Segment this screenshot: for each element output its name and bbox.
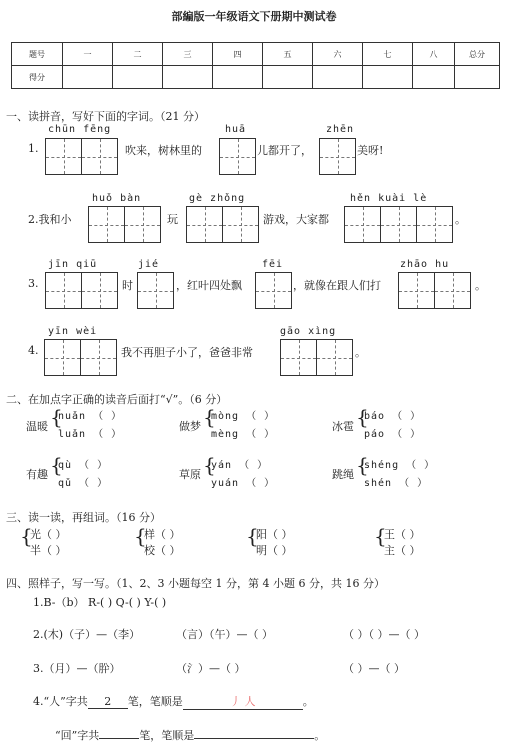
s4-q3-c[interactable]: （ ）—（ ） [343, 662, 405, 675]
q4-text-2: 。 [355, 346, 366, 359]
s2-option[interactable]: shéng （ ） [364, 460, 436, 471]
s2-option[interactable]: yuán （ ） [211, 478, 276, 489]
q1-grid-1[interactable] [45, 138, 118, 175]
q1-pinyin-1: chūn fēng [48, 124, 112, 135]
score-input-cell[interactable] [63, 66, 113, 89]
q2-grid-2[interactable] [186, 206, 259, 243]
page-title: 部編版一年级语文下册期中测试卷 [171, 10, 337, 23]
q4-pinyin-2: gāo xìng [280, 326, 337, 337]
q2-text-1: 玩 [167, 213, 178, 226]
s2-option[interactable]: qù （ ） [58, 460, 109, 471]
period: 。 [314, 729, 326, 742]
s3-group-2-b[interactable]: 校（ ） [144, 544, 181, 557]
q3-text-3: ，就像在跟人们打 [293, 279, 381, 292]
brace: { [134, 524, 147, 548]
score-cell: 四 [213, 43, 263, 66]
q3-text-1: 时 [122, 279, 133, 292]
score-input-cell[interactable] [163, 66, 213, 89]
q2-pinyin-3: hěn kuài lè [350, 193, 428, 204]
score-cell: 八 [413, 43, 455, 66]
section-3-heading: 三、读一读，再组词。（16 分） [6, 511, 161, 524]
s2-word-1: 温暖 [26, 420, 48, 433]
s4-q2-example: 2.(木)（子）—（李） [33, 628, 141, 641]
q2-grid-3[interactable] [344, 206, 453, 243]
s4-q1[interactable]: 1.B-（b） R-( ) Q-( ) Y-( ) [33, 596, 167, 609]
stroke-order-blank[interactable] [194, 726, 314, 739]
s4-q4a-mid: 笔，笔顺是 [127, 695, 183, 708]
s3-group-1-b[interactable]: 半（ ） [30, 544, 67, 557]
s2-option[interactable]: mèng （ ） [211, 429, 276, 440]
q3-pinyin-1: jīn qiū [48, 259, 98, 270]
q2-grid-1[interactable] [88, 206, 161, 243]
section-1-heading: 一、读拼音，写好下面的字词。（21 分） [6, 110, 205, 123]
q1-text-2: 儿都开了， [257, 144, 312, 157]
score-cell: 七 [363, 43, 413, 66]
score-input-cell[interactable] [363, 66, 413, 89]
score-row-label: 得分 [12, 66, 63, 89]
score-cell: 总分 [455, 43, 500, 66]
score-input-cell[interactable] [263, 66, 313, 89]
q3-number: 3. [28, 277, 39, 290]
s4-q2-c[interactable]: （ ）（ ）—（ ） [343, 628, 425, 641]
score-table [11, 42, 500, 89]
s3-group-4-b[interactable]: 主（ ） [384, 544, 421, 557]
q3-pinyin-3: fēi [262, 259, 284, 270]
stroke-count-blank[interactable]: 2 [88, 695, 128, 709]
s2-word-6: 跳绳 [332, 468, 354, 481]
score-cell: 一 [63, 43, 113, 66]
brace: { [374, 524, 387, 548]
brace: { [50, 405, 63, 429]
s2-option[interactable]: páo （ ） [364, 429, 422, 440]
q2-text-3: 。 [455, 213, 466, 226]
q1-grid-2[interactable] [219, 138, 256, 175]
q3-text-2: ，红叶四处飘 [176, 279, 242, 292]
q4-pinyin-1: yīn wèi [48, 326, 98, 337]
score-input-cell[interactable] [313, 66, 363, 89]
s2-option[interactable]: yán （ ） [211, 460, 269, 471]
s4-q4b-mid: 笔，笔顺是 [139, 729, 195, 742]
score-cell: 三 [163, 43, 213, 66]
s2-option[interactable]: qǔ （ ） [58, 478, 109, 489]
q2-text-2: 游戏，大家都 [263, 213, 329, 226]
q3-grid-4[interactable] [398, 272, 471, 309]
score-cell: 二 [113, 43, 163, 66]
s3-group-3-b[interactable]: 明（ ） [256, 544, 293, 557]
section-4-heading: 四、照样子，写一写。（1、2、3 小题每空 1 分，第 4 小题 6 分，共 16 分） [6, 577, 385, 590]
score-cell: 六 [313, 43, 363, 66]
q2-pinyin-1: huǒ bàn [92, 193, 142, 204]
s2-option[interactable]: nuǎn （ ） [58, 411, 123, 422]
score-cell: 题号 [12, 43, 63, 66]
brace: { [203, 405, 216, 429]
s4-q4a [33, 693, 314, 710]
score-table-header-row [12, 43, 500, 66]
s2-option[interactable]: mòng （ ） [211, 411, 276, 422]
s2-word-5: 草原 [179, 468, 201, 481]
s2-option[interactable]: luǎn （ ） [58, 429, 123, 440]
s4-q3-example: 3.（月）—（肸） [33, 662, 121, 675]
q1-text-3: 美呀! [357, 144, 384, 157]
score-input-cell[interactable] [413, 66, 455, 89]
period: 。 [302, 695, 314, 708]
s2-option[interactable]: báo （ ） [364, 411, 422, 422]
q4-number: 4. [28, 344, 39, 357]
score-table-score-row [12, 66, 500, 89]
brace: { [20, 524, 33, 548]
q4-grid-1[interactable] [44, 339, 117, 376]
brace: { [246, 524, 259, 548]
q3-text-4: 。 [475, 279, 486, 292]
s3-group-2-a[interactable]: 样（ ） [144, 528, 181, 541]
s4-q2-b[interactable]: （言）（午）—（ ） [176, 628, 273, 641]
q4-grid-2[interactable] [280, 339, 353, 376]
s2-word-4: 有趣 [26, 468, 48, 481]
q1-pinyin-3: zhēn [326, 124, 355, 135]
q1-pinyin-2: huā [225, 124, 247, 135]
stroke-order-blank[interactable] [183, 693, 303, 710]
stroke-count-blank[interactable] [99, 726, 139, 739]
s2-word-2: 做梦 [179, 420, 201, 433]
score-cell: 五 [263, 43, 313, 66]
brace: { [356, 453, 369, 477]
s4-q4a-pre: 4.“人”字共 [33, 695, 88, 708]
s2-option[interactable]: shén （ ） [364, 478, 429, 489]
q2-pinyin-2: gè zhǒng [189, 193, 246, 204]
score-input-cell[interactable] [213, 66, 263, 89]
s3-group-3-a[interactable]: 阳（ ） [256, 528, 293, 541]
q2-number: 2.我和小 [28, 213, 72, 226]
q3-grid-2[interactable] [137, 272, 174, 309]
s3-group-4-a[interactable]: 王（ ） [384, 528, 421, 541]
s4-q4b-pre: “回”字共 [55, 729, 100, 742]
q3-grid-3[interactable] [255, 272, 292, 309]
q3-pinyin-2: jié [138, 259, 160, 270]
score-input-cell[interactable] [113, 66, 163, 89]
s2-word-3: 冰雹 [332, 420, 354, 433]
q3-grid-1[interactable] [45, 272, 118, 309]
q1-grid-3[interactable] [319, 138, 356, 175]
brace: { [203, 453, 216, 477]
q3-pinyin-4: zhāo hu [400, 259, 450, 270]
q1-number: 1. [28, 142, 39, 155]
q4-text-1: 我不再胆子小了，爸爸非常 [121, 346, 253, 359]
s3-group-1-a[interactable]: 光（ ） [30, 528, 67, 541]
handwritten-strokes: 丿 人 [230, 695, 256, 708]
s4-q3-b[interactable]: （氵）—（ ） [176, 662, 246, 675]
q1-text-1: 吹来，树林里的 [125, 144, 202, 157]
score-input-cell[interactable] [455, 66, 500, 89]
brace: { [356, 405, 369, 429]
s4-q4b [55, 726, 325, 743]
brace: { [50, 453, 63, 477]
section-2-heading: 二、在加点字正确的读音后面打“√”。（6 分） [6, 393, 228, 406]
